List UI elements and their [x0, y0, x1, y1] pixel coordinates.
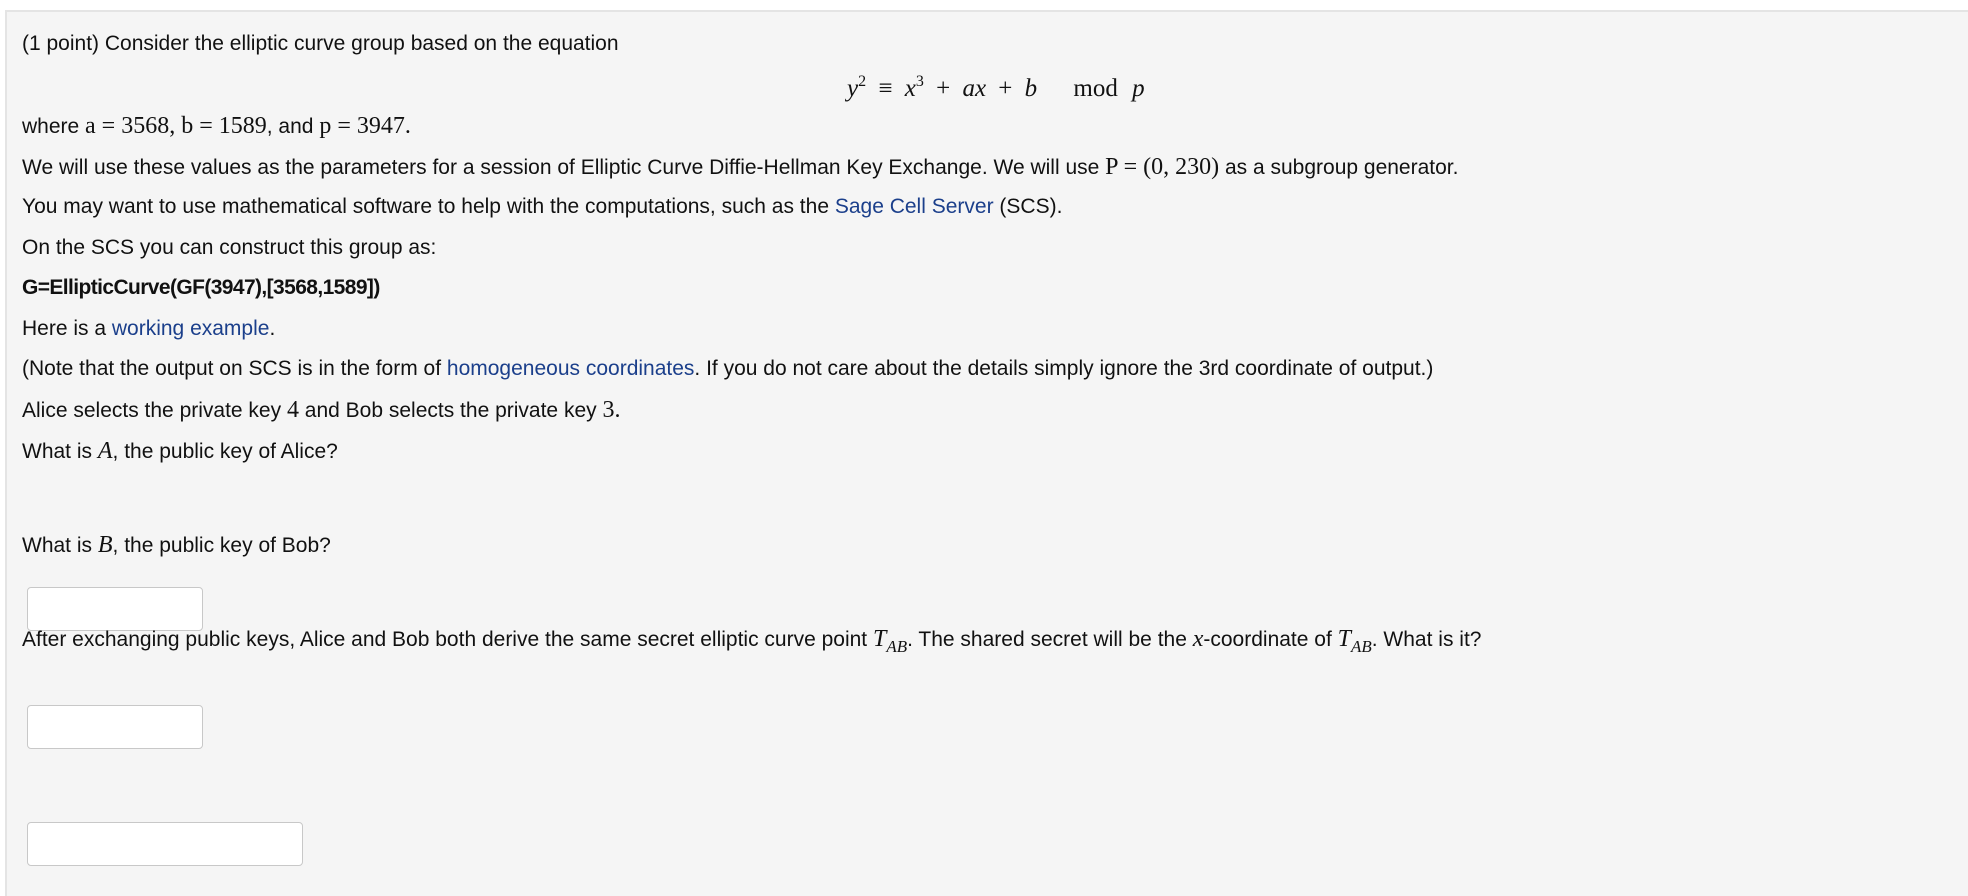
eq-x: x — [904, 75, 916, 102]
keys-text-1: Alice selects the private key — [22, 399, 287, 422]
sage-cell-server-link[interactable]: Sage Cell Server — [834, 195, 994, 218]
example-text-1: Here is a — [22, 317, 112, 340]
software-line — [22, 193, 1062, 221]
q3-text-3: -coordinate of — [1203, 628, 1338, 651]
param-b: b = 1589 — [181, 113, 267, 139]
eq-y-exponent: 2 — [858, 73, 867, 90]
eq-x-exponent: 3 — [915, 73, 924, 90]
q2-text-1: What is — [22, 534, 98, 557]
eq-p: p — [1132, 75, 1145, 102]
working-example-link[interactable]: working example — [111, 317, 270, 340]
example-line — [22, 315, 275, 343]
problem-intro: (1 point) Consider the elliptic curve group based on the equation — [22, 32, 619, 55]
eq-ax: ax — [962, 75, 987, 102]
question-bob — [22, 531, 331, 560]
eq-b: b — [1024, 75, 1038, 102]
where-prefix: where — [22, 115, 86, 138]
param-sep-2: , and — [266, 115, 320, 138]
generator-text-1: We will use these values as the parameters for a session of Elliptic Curve Diffie-Hellman Key Exchange. We will use — [22, 156, 1106, 179]
param-sep-1: , — [169, 113, 182, 139]
q3-text-2: . The shared secret will be the — [907, 628, 1193, 651]
q2-var: B — [97, 532, 113, 558]
software-text-1: You may want to use mathematical software to help with the computations, such as the — [22, 195, 835, 218]
q3-text-4: . What is it? — [1371, 628, 1482, 651]
eq-equiv: ≡ — [878, 75, 893, 102]
construct-line: On the SCS you can construct this group as: — [22, 236, 437, 259]
q1-var: A — [97, 438, 113, 464]
param-end: . — [404, 113, 411, 139]
note-text-1: (Note that the output on SCS is in the form of — [22, 357, 447, 380]
q3-t2: T — [1337, 626, 1351, 652]
eq-plus-1: + — [936, 75, 951, 102]
generator-text-2: as a subgroup generator. — [1219, 156, 1459, 179]
bob-public-key-input[interactable] — [27, 705, 203, 749]
curve-equation — [847, 72, 1145, 106]
generator-line — [22, 153, 1458, 182]
keys-text-3: . — [614, 397, 621, 423]
generator-point: P = (0, 230) — [1105, 154, 1220, 180]
q3-t-subscript: AB — [886, 637, 908, 656]
software-text-2: (SCS). — [993, 195, 1063, 218]
alice-private-key: 4 — [286, 397, 299, 423]
problem-panel — [5, 10, 1968, 896]
code-snippet: G=EllipticCurve(GF(3947),[3568,1589]) — [22, 276, 380, 299]
bob-private-key: 3 — [602, 397, 615, 423]
param-p: p = 3947 — [319, 113, 405, 139]
example-text-2: . — [269, 317, 276, 340]
private-keys-line — [22, 396, 620, 425]
q3-x: x — [1192, 626, 1204, 652]
q3-t: T — [872, 626, 887, 652]
eq-mod: mod — [1073, 75, 1118, 102]
keys-text-2: and Bob selects the private key — [298, 399, 603, 422]
q3-text-1: After exchanging public keys, Alice and Bob both derive the same secret elliptic curve point — [22, 628, 873, 651]
question-shared-secret — [22, 625, 1481, 654]
q1-text-1: What is — [22, 440, 98, 463]
note-text-2: . If you do not care about the details simply ignore the 3rd coordinate of output.) — [694, 357, 1434, 380]
parameters-line — [22, 112, 411, 141]
homogeneous-coordinates-link[interactable]: homogeneous coordinates — [446, 357, 695, 380]
eq-y: y — [847, 75, 859, 102]
note-line — [22, 355, 1433, 383]
question-alice — [22, 437, 338, 466]
q3-t2-subscript: AB — [1350, 637, 1372, 656]
shared-secret-input[interactable] — [27, 822, 303, 866]
q1-text-2: , the public key of Alice? — [112, 440, 338, 463]
param-a: a = 3568 — [85, 113, 170, 139]
eq-plus-2: + — [998, 75, 1013, 102]
q2-text-2: , the public key of Bob? — [112, 534, 331, 557]
